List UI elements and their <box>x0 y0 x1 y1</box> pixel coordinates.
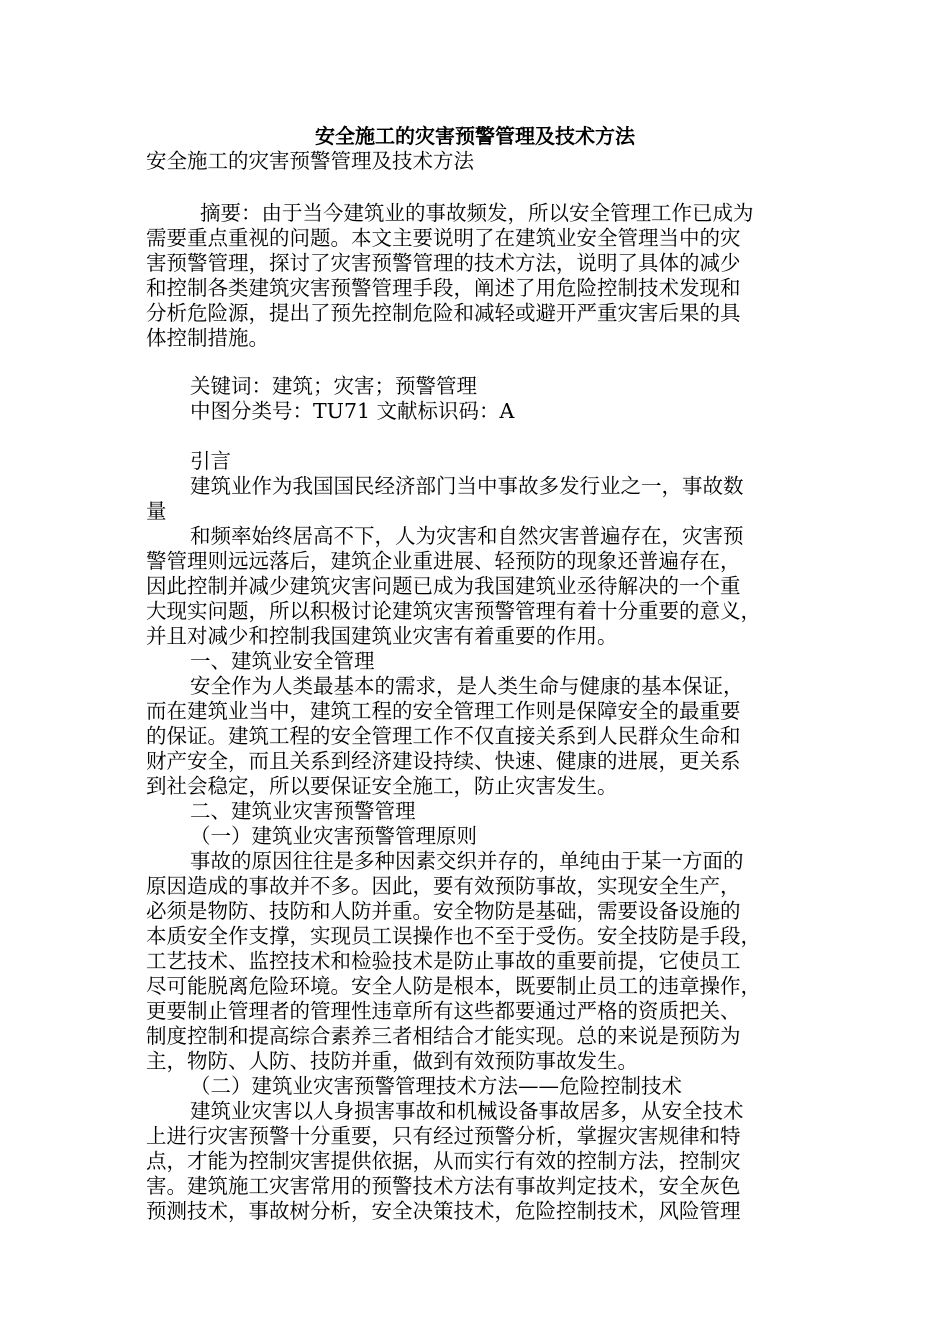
body-line: 和频率始终居高不下，人为灾害和自然灾害普遍存在，灾害预 <box>190 524 744 548</box>
body-line: 警管理则远远落后，建筑企业重进展、轻预防的现象还普遍存在， <box>146 549 741 573</box>
body-line: 工艺技术、监控技术和检验技术是防止事故的重要前提，它使员工 <box>146 949 741 973</box>
body-line: 建筑业作为我国国民经济部门当中事故多发行业之一，事故数 <box>190 474 744 498</box>
body-line: 主，物防、人防、技防并重，做到有效预防事故发生。 <box>146 1049 638 1073</box>
body-line: 尽可能脱离危险环境。安全人防是根本，既要制止员工的违章操作， <box>146 974 761 998</box>
body-line: 上进行灾害预警十分重要，只有经过预警分析，掌握灾害规律和特 <box>146 1124 741 1148</box>
body-line: 到社会稳定，所以要保证安全施工，防止灾害发生。 <box>146 774 618 798</box>
body-line: 量 <box>146 499 167 523</box>
abstract-line: 体控制措施。 <box>146 326 269 350</box>
body-line: 预测技术，事故树分析，安全决策技术，危险控制技术，风险管理 <box>146 1199 741 1223</box>
body-line: 安全作为人类最基本的需求，是人类生命与健康的基本保证， <box>190 674 744 698</box>
body-line: 本质安全作支撑，实现员工误操作也不至于受伤。安全技防是手段， <box>146 924 761 948</box>
body-line: 财产安全，而且关系到经济建设持续、快速、健康的进展，更关系 <box>146 749 741 773</box>
body-line: 事故的原因往往是多种因素交织并存的，单纯由于某一方面的 <box>190 849 744 873</box>
abstract-line: 摘要：由于当今建筑业的事故频发，所以安全管理工作已成为 <box>200 201 754 225</box>
section-heading: 一、建筑业安全管理 <box>190 649 375 673</box>
abstract-line: 需要重点重视的问题。本文主要说明了在建筑业安全管理当中的灾 <box>146 226 741 250</box>
document-title: 安全施工的灾害预警管理及技术方法 <box>315 124 635 148</box>
subsection-heading: （一）建筑业灾害预警管理原则 <box>190 824 477 848</box>
classification-line: 中图分类号：TU71 文献标识码：A <box>190 399 515 423</box>
abstract-line: 害预警管理，探讨了灾害预警管理的技术方法，说明了具体的减少 <box>146 251 741 275</box>
body-line: 点，才能为控制灾害提供依据，从而实行有效的控制方法，控制灾 <box>146 1149 741 1173</box>
body-line: 因此控制并减少建筑灾害问题已成为我国建筑业丞待解决的一个重 <box>146 574 741 598</box>
body-line: 制度控制和提高综合素养三者相结合才能实现。总的来说是预防为 <box>146 1024 741 1048</box>
body-line: 并且对减少和控制我国建筑业灾害有着重要的作用。 <box>146 624 618 648</box>
body-line: 大现实问题，所以积极讨论建筑灾害预警管理有着十分重要的意义， <box>146 599 761 623</box>
body-line: 原因造成的事故并不多。因此，要有效预防事故，实现安全生产， <box>146 874 741 898</box>
body-line: 建筑业灾害以人身损害事故和机械设备事故居多，从安全技术 <box>190 1099 744 1123</box>
body-line: 必须是物防、技防和人防并重。安全物防是基础，需要设备设施的 <box>146 899 741 923</box>
abstract-line: 和控制各类建筑灾害预警管理手段，阐述了用危险控制技术发现和 <box>146 276 741 300</box>
abstract-line: 分析危险源，提出了预先控制危险和减轻或避开严重灾害后果的具 <box>146 301 741 325</box>
subtitle-line: 安全施工的灾害预警管理及技术方法 <box>146 149 474 173</box>
section-heading: 引言 <box>190 449 231 473</box>
body-line: 害。建筑施工灾害常用的预警技术方法有事故判定技术，安全灰色 <box>146 1174 741 1198</box>
keywords-line: 关键词：建筑；灾害；预警管理 <box>190 374 477 398</box>
section-heading: 二、建筑业灾害预警管理 <box>190 799 416 823</box>
body-line: 而在建筑业当中，建筑工程的安全管理工作则是保障安全的最重要 <box>146 699 741 723</box>
body-line: 更要制止管理者的管理性违章所有这些都要通过严格的资质把关、 <box>146 999 741 1023</box>
subsection-heading: （二）建筑业灾害预警管理技术方法——危险控制技术 <box>190 1074 682 1098</box>
body-line: 的保证。建筑工程的安全管理工作不仅直接关系到人民群众生命和 <box>146 724 741 748</box>
